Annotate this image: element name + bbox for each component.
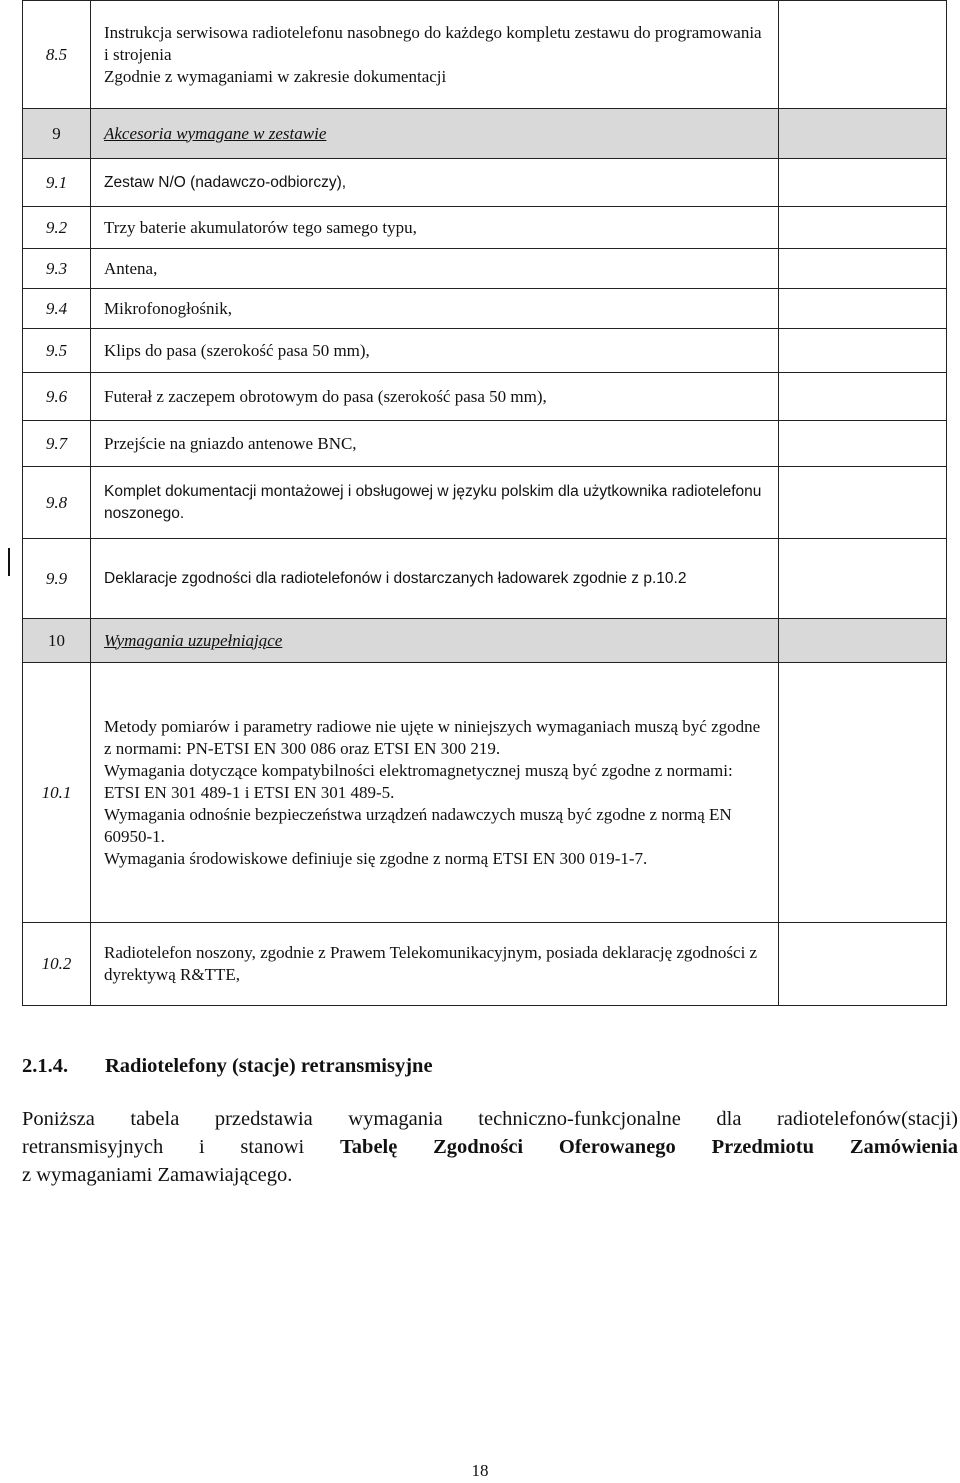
- section-title: Akcesoria wymagane w zestawie: [91, 109, 779, 159]
- table-row: [23, 373, 947, 421]
- row-number: 10.2: [23, 923, 91, 1006]
- row-text: Zestaw N/O (nadawczo-odbiorczy),: [91, 159, 779, 207]
- section-row: [23, 109, 947, 159]
- answer-cell[interactable]: [779, 663, 947, 923]
- row-text: [91, 1, 779, 109]
- answer-cell: [779, 109, 947, 159]
- row-text-line: Zgodnie z wymaganiami w zakresie dokumentacji: [104, 66, 447, 86]
- table-row: [23, 249, 947, 289]
- row-number: 9.5: [23, 329, 91, 373]
- row-text-line: Wymagania odnośnie bezpieczeństwa urządzeń nadawczych muszą być zgodne z normą EN 60950-1.: [104, 804, 732, 846]
- table-row: [23, 923, 947, 1006]
- answer-cell[interactable]: [779, 467, 947, 539]
- heading-title: Radiotelefony (stacje) retransmisyjne: [105, 1055, 433, 1077]
- row-text-line: Metody pomiarów i parametry radiowe nie ujęte w niniejszych wymaganiach muszą być zgodne z normami: PN-ETSI EN 300 086 oraz ETSI EN 300 219.: [104, 716, 761, 758]
- row-text: Futerał z zaczepem obrotowym do pasa (szerokość pasa 50 mm),: [91, 373, 779, 421]
- section-title: Wymagania uzupełniające: [91, 619, 779, 663]
- section-heading: [22, 1055, 433, 1078]
- paragraph-bold-text: Tabelę Zgodności Oferowanego Przedmiotu Zamówienia: [340, 1136, 959, 1158]
- intro-paragraph: [22, 1105, 958, 1189]
- table-row: [23, 539, 947, 619]
- table-row: [23, 1, 947, 109]
- section-number: 10: [23, 619, 91, 663]
- row-number: 9.9: [23, 539, 91, 619]
- row-number: 9.7: [23, 421, 91, 467]
- row-text: Mikrofonogłośnik,: [91, 289, 779, 329]
- row-number: 9.4: [23, 289, 91, 329]
- table-row: [23, 467, 947, 539]
- table-row: [23, 421, 947, 467]
- paragraph-line: z wymaganiami Zamawiającego.: [22, 1164, 293, 1186]
- row-text: [91, 663, 779, 923]
- answer-cell[interactable]: [779, 329, 947, 373]
- answer-cell[interactable]: [779, 1, 947, 109]
- requirements-table: [22, 0, 947, 1006]
- row-text: Radiotelefon noszony, zgodnie z Prawem Telekomunikacyjnym, posiada deklarację zgodności z dyrektywą R&TTE,: [91, 923, 779, 1006]
- answer-cell: [779, 619, 947, 663]
- answer-cell[interactable]: [779, 539, 947, 619]
- row-number: 9.1: [23, 159, 91, 207]
- heading-number: 2.1.4.: [22, 1055, 69, 1077]
- row-text: Trzy baterie akumulatorów tego samego typu,: [91, 207, 779, 249]
- row-number: 9.6: [23, 373, 91, 421]
- answer-cell[interactable]: [779, 207, 947, 249]
- row-text: Przejście na gniazdo antenowe BNC,: [91, 421, 779, 467]
- paragraph-line: [22, 1133, 958, 1161]
- table-row: [23, 289, 947, 329]
- row-text: Deklaracje zgodności dla radiotelefonów i dostarczanych ładowarek zgodnie z p.10.2: [91, 539, 779, 619]
- section-number: 9: [23, 109, 91, 159]
- table-row: [23, 159, 947, 207]
- table-row: [23, 207, 947, 249]
- row-text: Klips do pasa (szerokość pasa 50 mm),: [91, 329, 779, 373]
- paragraph-text: retransmisyjnych i stanowi: [22, 1136, 340, 1158]
- row-text-line: Instrukcja serwisowa radiotelefonu nasobnego do każdego kompletu zestawu do programowania i strojenia: [104, 22, 762, 64]
- row-number: 8.5: [23, 1, 91, 109]
- answer-cell[interactable]: [779, 249, 947, 289]
- row-text: Antena,: [91, 249, 779, 289]
- row-text: Komplet dokumentacji montażowej i obsługowej w języku polskim dla użytkownika radiotelefonu noszonego.: [91, 467, 779, 539]
- answer-cell[interactable]: [779, 923, 947, 1006]
- row-number: 9.8: [23, 467, 91, 539]
- row-number: 9.3: [23, 249, 91, 289]
- row-text-line: Wymagania dotyczące kompatybilności elektromagnetycznej muszą być zgodne z normami: ETSI EN 301 489-1 i ETSI EN 301 489-5.: [104, 760, 733, 802]
- paragraph-line: Poniższa tabela przedstawia wymagania techniczno-funkcjonalne dla radiotelefonów(stacji): [22, 1108, 958, 1130]
- table-row: [23, 663, 947, 923]
- answer-cell[interactable]: [779, 159, 947, 207]
- answer-cell[interactable]: [779, 421, 947, 467]
- page-number: 18: [471, 1461, 489, 1480]
- answer-cell[interactable]: [779, 373, 947, 421]
- answer-cell[interactable]: [779, 289, 947, 329]
- table-row: [23, 329, 947, 373]
- row-number: 10.1: [23, 663, 91, 923]
- row-text-line: Wymagania środowiskowe definiuje się zgodne z normą ETSI EN 300 019-1-7.: [104, 848, 648, 868]
- section-row: [23, 619, 947, 663]
- row-number: 9.2: [23, 207, 91, 249]
- revision-bar: [8, 548, 10, 576]
